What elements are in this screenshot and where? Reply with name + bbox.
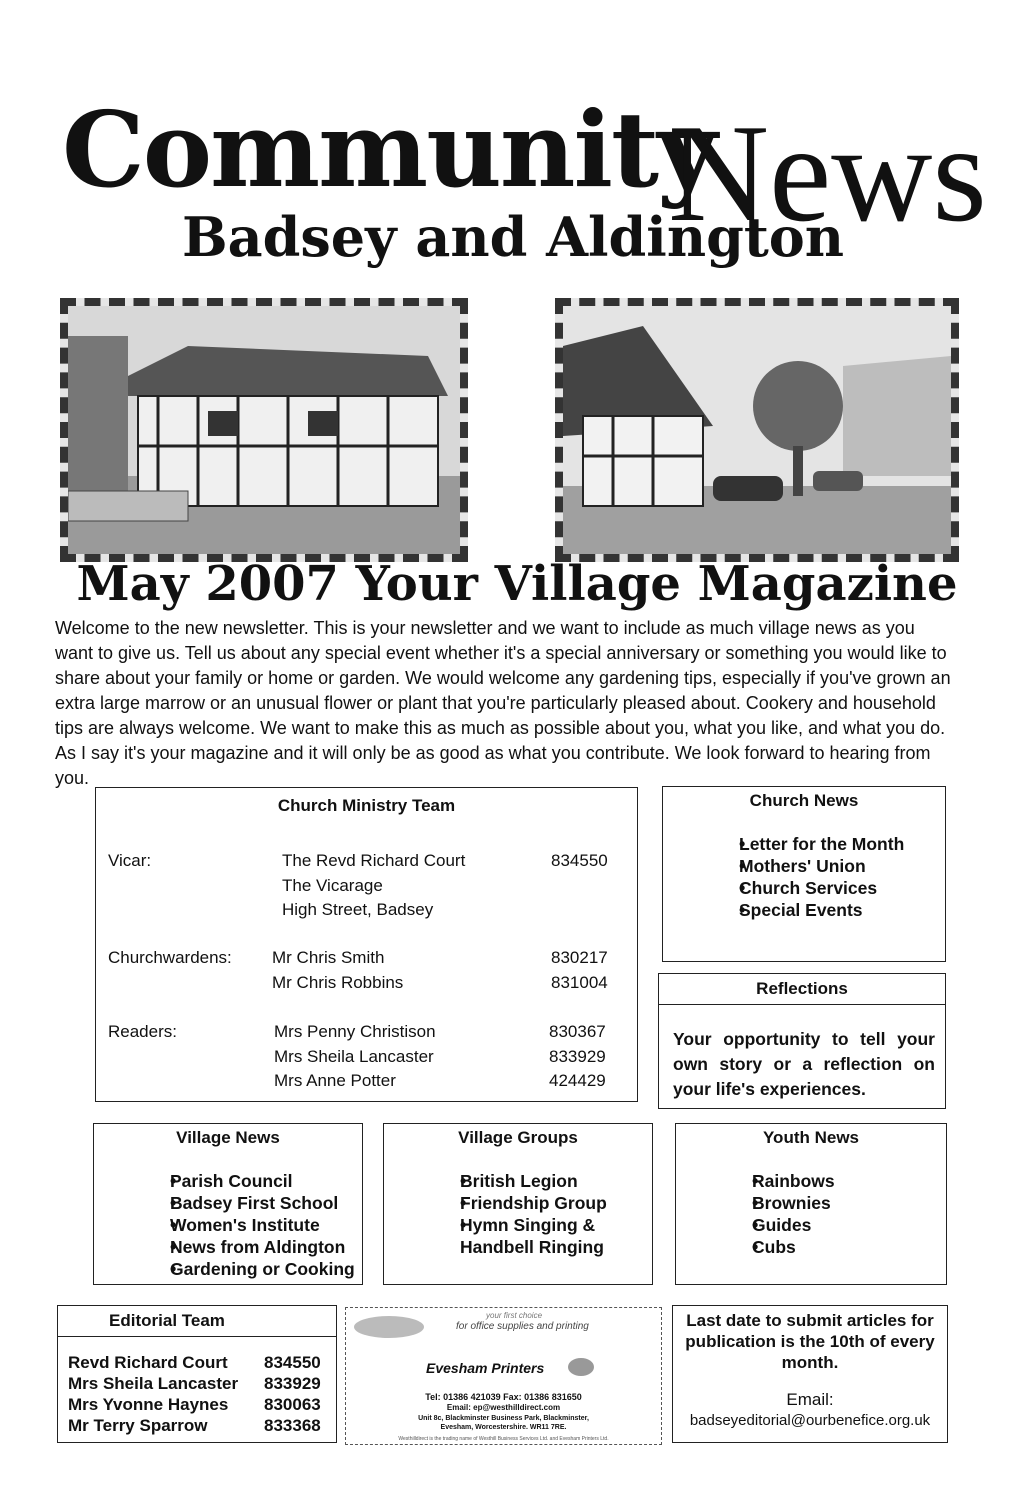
churchwarden-phone: 831004 — [551, 973, 608, 992]
masthead-title: Community — [62, 88, 716, 211]
printer-tagline: for office supplies and printing — [456, 1321, 589, 1332]
issue-headline: May 2007 Your Village Magazine — [76, 556, 958, 612]
youth-news-title: Youth News — [762, 1128, 860, 1147]
printer-address-line2: Evesham, Worcestershire. WR11 7RE. — [440, 1424, 567, 1431]
vicar-name: The Revd Richard Court — [282, 851, 466, 870]
reflections-box — [658, 973, 946, 1109]
editor-phone: 834550 — [264, 1353, 321, 1372]
intro-paragraph: Welcome to the new newsletter. This is your newsletter and we want to include as much village news as you want to give us. Tell us about any special event whether it's a special anniversary or something you would like to share about your family or home or garden. We would welcome any gardening tips, especially if you've grown an extra large marrow or an unusual flower or plant that you're particularly pleased about. Cookery and household tips are always welcome. We want to make this as much as possible about you, what you like, and what you do. As I say it's your magazine and it will only be as good as what you contribute. We look forward to hearing from you. — [55, 618, 951, 788]
village-news-list — [100, 1170, 355, 1280]
reader-phone: 833929 — [549, 1047, 606, 1066]
list-item: • Special Events — [677, 899, 904, 921]
printer-footer: Westhilldirect is the trading name of Westhill Business Services Ltd. and Evesham Printers Ltd. — [398, 1436, 609, 1442]
photo-village-street — [555, 298, 959, 562]
printer-address-line1: Unit 8c, Blackminster Business Park, Blackminster, — [418, 1415, 589, 1422]
list-item: • Badsey First School — [100, 1192, 355, 1214]
reader-phone: 830367 — [549, 1022, 606, 1041]
editor-name: Revd Richard Court — [68, 1353, 228, 1372]
editor-phone: 833929 — [264, 1374, 321, 1393]
editorial-team-title: Editorial Team — [109, 1311, 225, 1330]
reader-name: Mrs Sheila Lancaster — [274, 1047, 434, 1066]
reflections-title: Reflections — [756, 979, 848, 998]
youth-news-box — [675, 1123, 947, 1285]
churchwarden-name: Mr Chris Smith — [272, 948, 385, 967]
list-item: • Brownies — [690, 1192, 835, 1214]
masthead-title-news: News — [668, 96, 987, 251]
printer-email: Email: ep@westhilldirect.com — [446, 1403, 561, 1412]
list-item: • British Legion — [398, 1170, 607, 1192]
list-item: • Mothers' Union — [677, 855, 904, 877]
reflections-text: Your opportunity to tell your own story or a reflection on your life's experiences. — [673, 1029, 935, 1099]
church-news-list — [677, 833, 904, 921]
youth-news-list — [690, 1170, 835, 1258]
list-item: • Women's Institute — [100, 1214, 355, 1236]
reader-name: Mrs Penny Christison — [274, 1022, 436, 1041]
list-item: • Rainbows — [690, 1170, 835, 1192]
editorial-team-box — [57, 1305, 337, 1443]
church-news-box — [662, 786, 946, 962]
editor-name: Mrs Yvonne Haynes — [68, 1395, 229, 1414]
list-item: • Gardening or Cooking — [100, 1258, 355, 1280]
list-item: • News from Aldington — [100, 1236, 355, 1258]
editor-name: Mr Terry Sparrow — [68, 1416, 208, 1435]
list-item: • Cubs — [690, 1236, 835, 1258]
vicar-address-line2: High Street, Badsey — [282, 900, 434, 919]
list-item: • Letter for the Month — [677, 833, 904, 855]
ministry-team-box — [95, 787, 638, 1102]
village-groups-list — [398, 1170, 607, 1258]
readers-label: Readers: — [108, 1022, 177, 1041]
editor-name: Mrs Sheila Lancaster — [68, 1374, 239, 1393]
printer-badge-icon — [568, 1358, 594, 1376]
list-item: • Guides — [690, 1214, 835, 1236]
printer-contact: Tel: 01386 421039 Fax: 01386 831650 — [425, 1392, 582, 1402]
village-news-box — [93, 1123, 363, 1285]
list-item: • Church Services — [677, 877, 904, 899]
vicar-address-line1: The Vicarage — [282, 876, 383, 895]
church-news-title: Church News — [749, 791, 859, 810]
list-item: • Hymn Singing & — [398, 1214, 607, 1236]
churchwardens-label: Churchwardens: — [108, 948, 232, 967]
list-item-continued: Handbell Ringing — [460, 1237, 604, 1257]
deadline-box — [672, 1305, 948, 1443]
printer-tagline-top: your first choice — [486, 1311, 543, 1320]
reader-phone: 424429 — [549, 1071, 606, 1090]
churchwarden-phone: 830217 — [551, 948, 608, 967]
printer-logo-swoosh — [354, 1316, 424, 1338]
list-item: • Friendship Group — [398, 1192, 607, 1214]
photo-tudor-house — [60, 298, 468, 562]
editor-phone: 830063 — [264, 1395, 321, 1414]
deadline-email-label: Email: — [786, 1390, 834, 1409]
village-news-title: Village News — [176, 1128, 280, 1147]
deadline-email[interactable]: badseyeditorial@ourbenefice.org.uk — [689, 1412, 931, 1429]
printer-name: Evesham Printers — [426, 1360, 545, 1376]
village-groups-title: Village Groups — [458, 1128, 578, 1147]
vicar-label: Vicar: — [108, 851, 152, 870]
printer-advert — [345, 1307, 662, 1445]
list-item: • Parish Council — [100, 1170, 355, 1192]
churchwarden-name: Mr Chris Robbins — [272, 973, 404, 992]
reader-name: Mrs Anne Potter — [274, 1071, 396, 1090]
masthead-subtitle: Badsey and Aldington — [182, 205, 845, 269]
deadline-text: Last date to submit articles for publication is the 10th of every month. — [685, 1311, 935, 1372]
ministry-team-title: Church Ministry Team — [277, 796, 456, 815]
village-groups-box — [383, 1123, 653, 1285]
vicar-phone: 834550 — [551, 851, 608, 870]
editor-phone: 833368 — [264, 1416, 321, 1435]
